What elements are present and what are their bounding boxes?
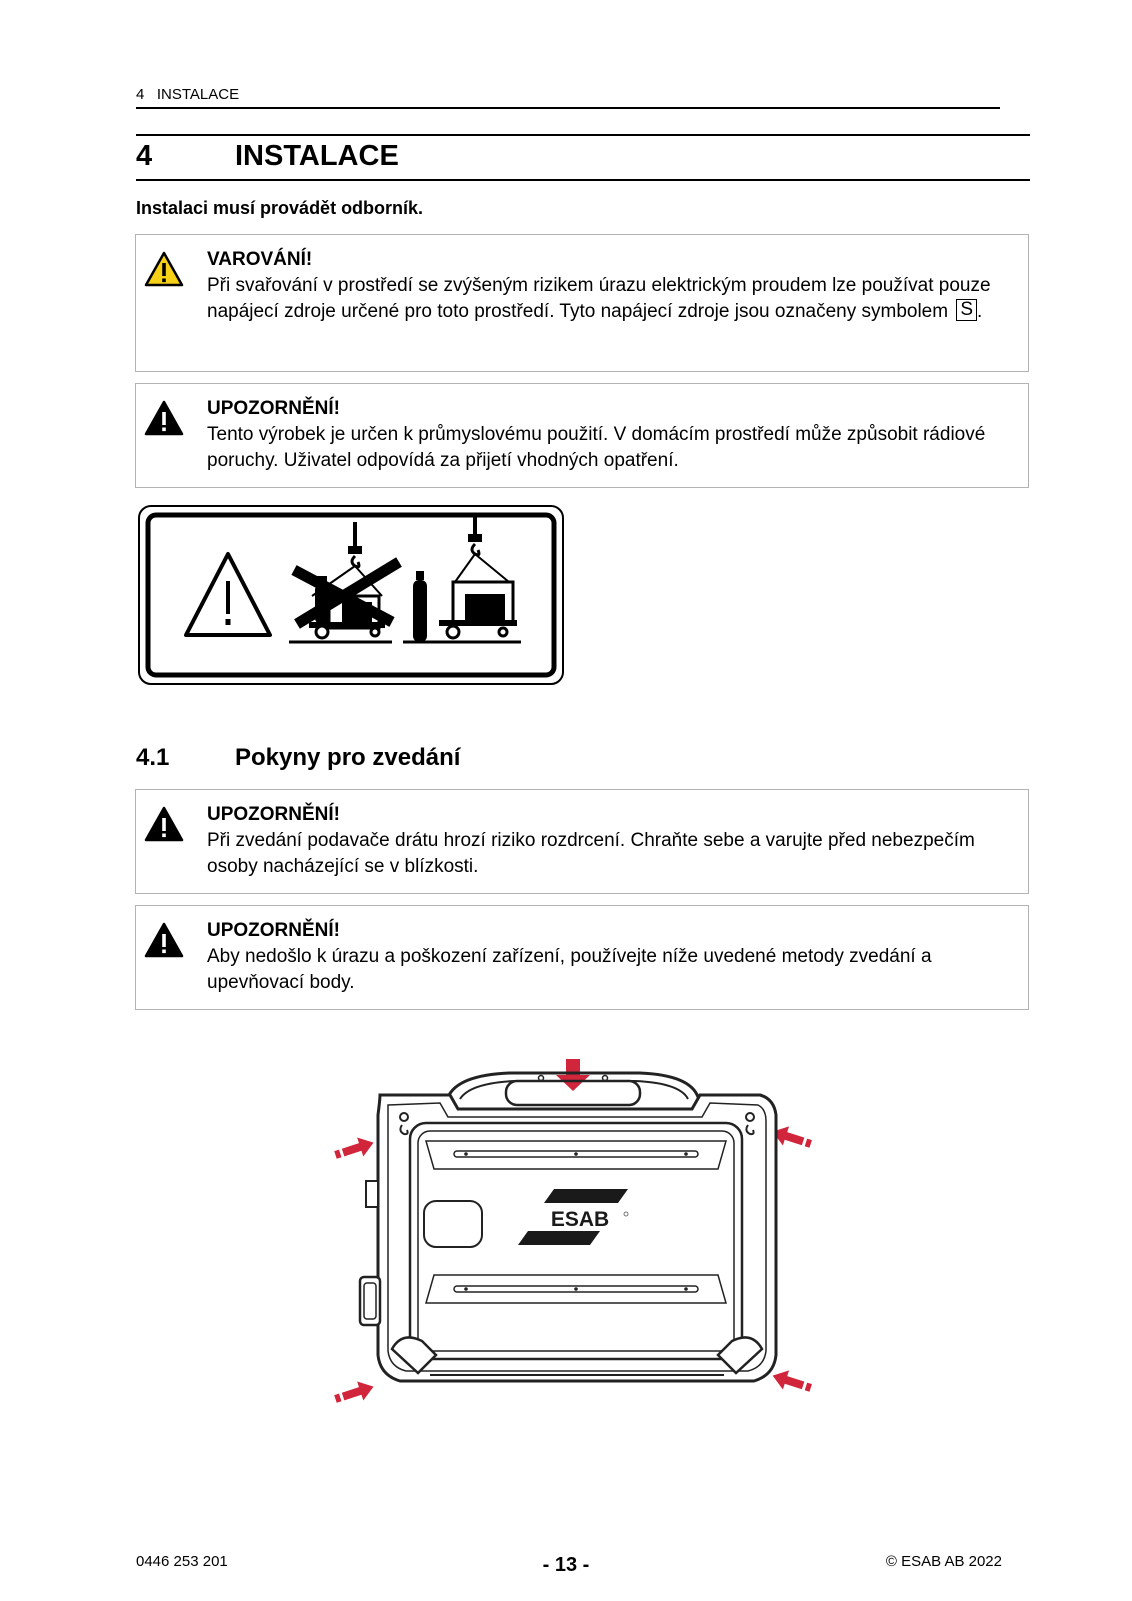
caution-1-text: Tento výrobek je určen k průmyslovému použití. V domácím prostředí může způsobit rádiové poruchy. Uživatel odpovídá za přijetí vhodných opatření. xyxy=(207,424,986,471)
caution-triangle-icon xyxy=(144,806,184,842)
arrow-down-icon xyxy=(556,1059,590,1091)
warning-text: Při svařování v prostředí se zvýšeným rizikem úrazu elektrickým proudem lze používat pouze napájecí zdroje určené pro toto prostředí. Tyto napájecí zdroje jsou označeny symbolem xyxy=(207,275,991,322)
chapter-title: INSTALACE xyxy=(235,140,399,172)
caution-3-label: UPOZORNĚNÍ! xyxy=(207,920,340,941)
esab-logo-text: ESAB xyxy=(550,1208,610,1231)
caution-box-1 xyxy=(135,383,1029,488)
arrow-bottom-left-icon xyxy=(332,1377,376,1408)
header-rule xyxy=(136,107,1000,109)
warning-triangle-icon xyxy=(144,251,184,287)
chapter-number: 4 xyxy=(136,140,153,172)
caution-box-3 xyxy=(135,905,1029,1010)
caution-2-text: Při zvedání podavače drátu hrozí riziko rozdrcení. Chraňte sebe a varujte před nebezpečím osoby nacházející se v blízkosti. xyxy=(207,830,975,877)
arrow-top-left-icon xyxy=(332,1133,376,1164)
lifting-warning-pictogram xyxy=(137,504,565,686)
footer-copyright: © ESAB AB 2022 xyxy=(885,1553,1002,1570)
intro-text: Instalaci musí provádět odborník. xyxy=(136,198,424,218)
chapter-rule-top xyxy=(136,134,1030,136)
caution-2-label: UPOZORNĚNÍ! xyxy=(207,804,340,825)
warning-text-block xyxy=(207,273,1014,325)
section-number: 4.1 xyxy=(136,744,170,771)
arrow-bottom-right-icon xyxy=(770,1366,814,1397)
caution-1-label: UPOZORNĚNÍ! xyxy=(207,398,340,419)
caution-triangle-icon xyxy=(144,922,184,958)
chapter-rule-bottom xyxy=(136,179,1030,181)
section-title: Pokyny pro zvedání xyxy=(235,744,461,771)
warning-label: VAROVÁNÍ! xyxy=(207,249,313,270)
running-head: 4 INSTALACE xyxy=(136,86,240,103)
caution-box-2 xyxy=(135,789,1029,894)
footer-page-number: - 13 - xyxy=(542,1554,590,1576)
caution-triangle-icon xyxy=(144,400,184,436)
wire-feeder-lifting-points-figure xyxy=(330,1055,830,1415)
caution-3-text: Aby nedošlo k úrazu a poškození zařízení, používejte níže uvedené metody zvedání a upevňovací body. xyxy=(207,946,932,993)
footer-doc-number: 0446 253 201 xyxy=(136,1553,228,1570)
warning-box xyxy=(135,234,1029,372)
s-symbol: S xyxy=(956,299,977,321)
warning-end: . xyxy=(977,301,983,322)
